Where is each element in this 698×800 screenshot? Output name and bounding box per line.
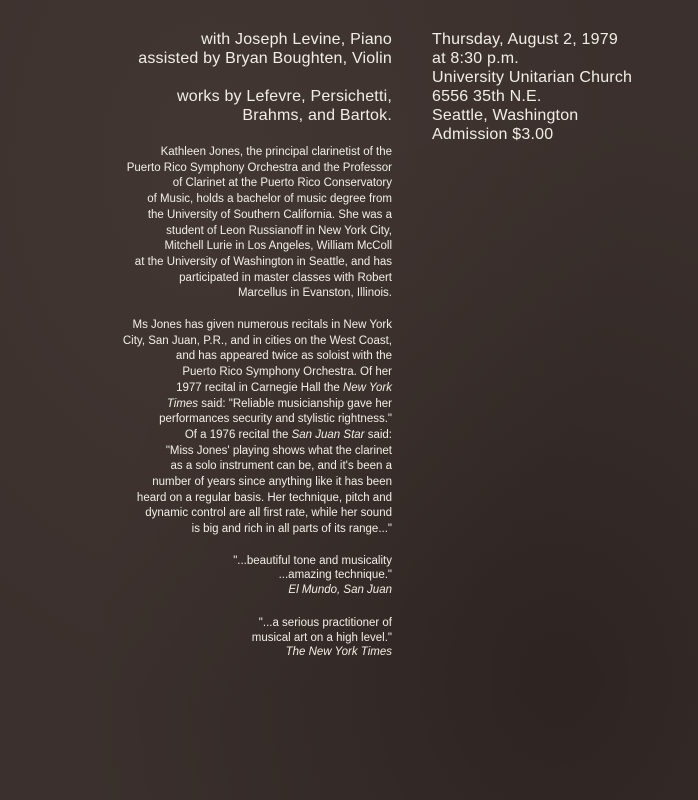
quote-line: musical art on a high level." bbox=[251, 631, 392, 644]
bio-line: Puerto Rico Symphony Orchestra and the Professor bbox=[126, 161, 392, 174]
bio-line: the University of Southern California. She was a bbox=[147, 208, 392, 221]
event-date: Thursday, August 2, 1979 bbox=[432, 31, 618, 48]
bio-line: participated in master classes with Robert bbox=[179, 271, 392, 284]
bio-line: is big and rich in all parts of its range..." bbox=[191, 523, 392, 536]
performer-credits bbox=[30, 30, 392, 125]
bio-line: of Music, holds a bachelor of music degree from bbox=[147, 193, 392, 206]
press-quote-1 bbox=[30, 554, 392, 598]
pianist-line: with Joseph Levine, Piano bbox=[201, 31, 392, 48]
biography bbox=[30, 145, 392, 538]
bio-line bbox=[30, 381, 392, 397]
bio-line: City, San Juan, P.R., and in cities on the West Coast, bbox=[122, 334, 392, 347]
quote-source: El Mundo, San Juan bbox=[288, 583, 392, 596]
bio-line: Mitchell Lurie in Los Angeles, William McColl bbox=[164, 240, 392, 253]
bio-line: Puerto Rico Symphony Orchestra. Of her bbox=[182, 366, 392, 379]
left-column bbox=[30, 30, 392, 660]
bio-line: "Miss Jones' playing shows what the clarinet bbox=[165, 444, 392, 457]
event-city: Seattle, Washington bbox=[432, 107, 579, 124]
publication-name: San Juan Star bbox=[291, 428, 365, 441]
event-time: at 8:30 p.m. bbox=[432, 50, 519, 67]
event-admission: Admission $3.00 bbox=[432, 126, 554, 143]
works-block bbox=[30, 87, 392, 125]
bio-line: as a solo instrument can be, and it's been a bbox=[170, 460, 392, 473]
bio-line: at the University of Washington in Seattle, and has bbox=[134, 255, 392, 268]
violinist-line: assisted by Bryan Boughten, Violin bbox=[138, 50, 392, 67]
publication-name: New York bbox=[342, 381, 392, 394]
bio-line: of Clarinet at the Puerto Rico Conservatory bbox=[172, 177, 392, 190]
bio-paragraph-2 bbox=[30, 318, 392, 538]
bio-line: student of Leon Russianoff in New York City, bbox=[166, 224, 392, 237]
bio-line bbox=[30, 428, 392, 444]
bio-line: Kathleen Jones, the principal clarinetist of the bbox=[160, 146, 392, 158]
quote-line: "...beautiful tone and musicality bbox=[233, 554, 392, 567]
event-venue: University Unitarian Church bbox=[432, 69, 633, 86]
press-quote-2 bbox=[30, 616, 392, 660]
bio-text: said: bbox=[364, 428, 392, 441]
bio-line: Ms Jones has given numerous recitals in New York bbox=[132, 319, 392, 332]
bio-line: performances security and stylistic rightness." bbox=[159, 413, 392, 426]
event-details bbox=[432, 30, 682, 144]
publication-name: Times bbox=[166, 397, 199, 410]
bio-paragraph-1 bbox=[30, 145, 392, 302]
bio-text: said: "Reliable musicianship gave her bbox=[198, 397, 392, 410]
bio-text: Of a 1976 recital the bbox=[184, 428, 292, 441]
event-address: 6556 35th N.E. bbox=[432, 88, 542, 105]
bio-line: and has appeared twice as soloist with the bbox=[175, 350, 392, 363]
bio-line: dynamic control are all first rate, while her sound bbox=[145, 507, 392, 520]
bio-line: heard on a regular basis. Her technique, pitch and bbox=[136, 491, 392, 504]
works-line-1: works by Lefevre, Persichetti, bbox=[177, 88, 392, 105]
bio-line bbox=[30, 397, 392, 413]
quote-source: The New York Times bbox=[285, 646, 392, 659]
bio-text: 1977 recital in Carnegie Hall the bbox=[176, 381, 343, 394]
quote-line: ...amazing technique." bbox=[278, 569, 392, 582]
works-line-2: Brahms, and Bartok. bbox=[242, 107, 392, 124]
quote-line: "...a serious practitioner of bbox=[258, 617, 392, 630]
bio-line: Marcellus in Evanston, Illinois. bbox=[237, 287, 392, 300]
bio-line: number of years since anything like it has been bbox=[152, 476, 392, 489]
